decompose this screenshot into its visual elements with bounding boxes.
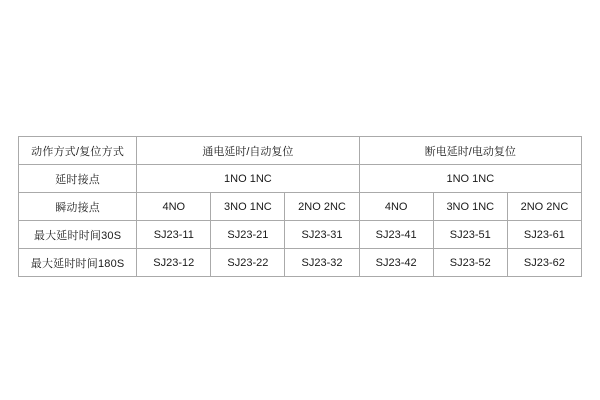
- delay-contact-row-cell-2: 1NO 1NC: [359, 165, 581, 193]
- max-delay-30s-row: [19, 221, 582, 249]
- relay-model-table: [18, 136, 582, 277]
- instant-contact-row-cell-5: 3NO 1NC: [433, 193, 507, 221]
- max-delay-30s-row-cell-5: SJ23-51: [433, 221, 507, 249]
- mode-row-cell-2: 断电延时/电动复位: [359, 137, 581, 165]
- max-delay-30s-row-cell-6: SJ23-61: [507, 221, 581, 249]
- max-delay-30s-row-cell-3: SJ23-31: [285, 221, 359, 249]
- max-delay-180s-row-cell-3: SJ23-32: [285, 249, 359, 277]
- instant-contact-row-cell-6: 2NO 2NC: [507, 193, 581, 221]
- table-body: [19, 137, 582, 277]
- max-delay-30s-row-cell-2: SJ23-21: [211, 221, 285, 249]
- instant-contact-row-cell-1: 4NO: [137, 193, 211, 221]
- mode-row-cell-0: 动作方式/复位方式: [19, 137, 137, 165]
- instant-contact-row-cell-3: 2NO 2NC: [285, 193, 359, 221]
- max-delay-180s-row-cell-1: SJ23-12: [137, 249, 211, 277]
- instant-contact-row: [19, 193, 582, 221]
- instant-contact-row-cell-2: 3NO 1NC: [211, 193, 285, 221]
- max-delay-180s-row-cell-4: SJ23-42: [359, 249, 433, 277]
- max-delay-180s-row-cell-6: SJ23-62: [507, 249, 581, 277]
- delay-contact-row-cell-1: 1NO 1NC: [137, 165, 359, 193]
- delay-contact-row: [19, 165, 582, 193]
- max-delay-30s-row-cell-4: SJ23-41: [359, 221, 433, 249]
- instant-contact-row-cell-0: 瞬动接点: [19, 193, 137, 221]
- mode-row-cell-1: 通电延时/自动复位: [137, 137, 359, 165]
- max-delay-30s-row-cell-1: SJ23-11: [137, 221, 211, 249]
- delay-contact-row-cell-0: 延时接点: [19, 165, 137, 193]
- instant-contact-row-cell-4: 4NO: [359, 193, 433, 221]
- max-delay-180s-row-cell-0: 最大延时时间180S: [19, 249, 137, 277]
- max-delay-30s-row-cell-0: 最大延时时间30S: [19, 221, 137, 249]
- max-delay-180s-row: [19, 249, 582, 277]
- mode-row: [19, 137, 582, 165]
- max-delay-180s-row-cell-5: SJ23-52: [433, 249, 507, 277]
- spec-table-container: [18, 136, 582, 277]
- max-delay-180s-row-cell-2: SJ23-22: [211, 249, 285, 277]
